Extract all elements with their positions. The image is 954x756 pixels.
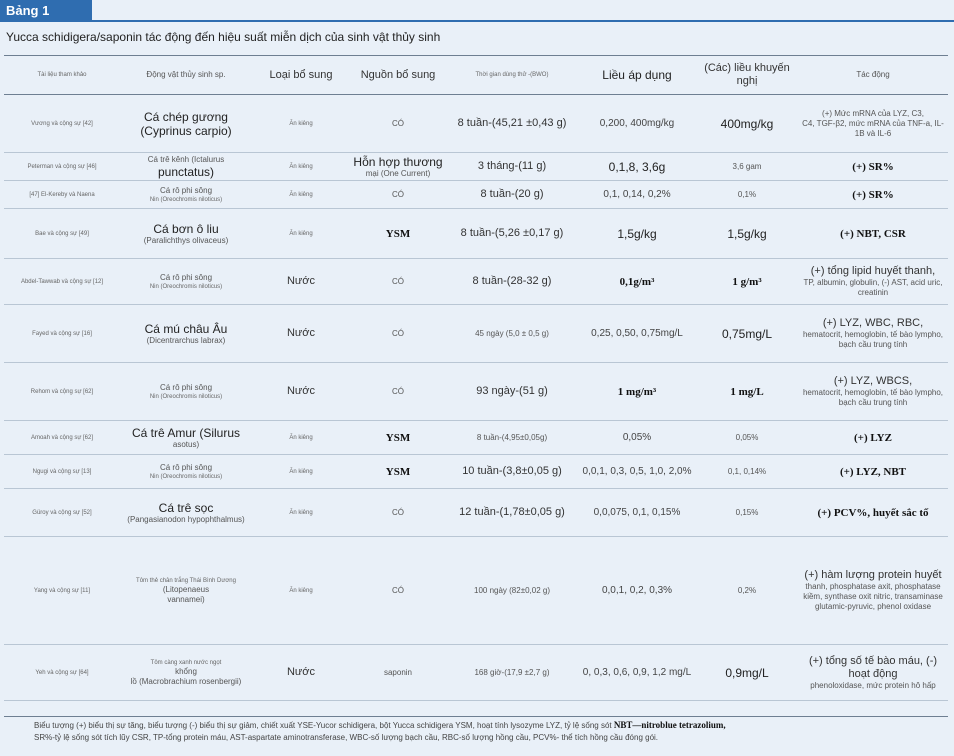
recommended-dose-text: 1,5g/kg [727,226,767,241]
cell-recommended-dose [696,455,798,489]
supplement-source-text: CÓ [392,507,404,517]
species-name: Cá trê Amur (Silurus [131,425,241,440]
species-name: Cá rô phi sông [159,462,213,472]
cell-supplement-type [252,153,350,181]
cell-supplement-type [252,537,350,645]
cell-supplement-type [252,181,350,209]
cell-supplement-type [252,259,350,305]
table-tab: Bảng 1 [0,0,92,22]
cell-species [120,363,252,421]
effect-text-a: (+) tổng số tế bào máu, (-) hoạt động [808,654,938,680]
cell-species [120,305,252,363]
supplement-source-text: CÓ [392,328,404,338]
cell-applied-dose [578,537,696,645]
cell-applied-dose [578,455,696,489]
species-name: Cá chép gương (Cyprinus carpio) [140,109,232,138]
supplement-source-text: CÓ [392,386,404,396]
header-rule [0,20,954,22]
effect-text-b: (+) LYZ, NBT [839,465,907,478]
cell-species [120,209,252,259]
cell-duration [446,181,578,209]
cell-effect [798,363,948,421]
cell-duration [446,455,578,489]
reference-text: Güroy và cộng sự [52] [32,509,92,516]
effect-text-b: thanh, phosphatase axit, phosphatase kiềm, synthase oxit nitric, transaminase glutamic-pyruvic, phenol oxidase [803,582,943,611]
cell-effect [798,209,948,259]
cell-effect [798,455,948,489]
header-trial-duration: Thời gian dùng thử -(BWO) [446,56,578,95]
species-name: Cá bơn ô liu [153,221,219,236]
cell-applied-dose [578,305,696,363]
supplement-source-text: CÓ [392,118,404,128]
table-row [4,181,948,209]
reference-text: Bae và cộng sự [49] [35,230,89,237]
data-table [4,55,948,701]
reference-text: Fayed và cộng sự [16] [32,330,92,337]
recommended-dose-text: 0,2% [737,585,757,595]
footnote-bold: NBT—nitroblue tetrazolium, [613,720,726,730]
table-row [4,455,948,489]
species-name: (Litopenaeus [162,584,210,594]
cell-effect [798,305,948,363]
effect-text-b: (+) NBT, CSR [840,227,906,240]
supplement-source-text: CÓ [392,276,404,286]
cell-effect [798,537,948,645]
supplement-type-text: Nước [286,275,316,287]
cell-reference [4,455,120,489]
cell-duration [446,421,578,455]
cell-supplement-source [350,153,446,181]
cell-supplement-type [252,489,350,537]
species-sub: Nin (Oreochromis niloticus) [149,196,223,203]
supplement-source-text: Hỗn hợp thương [353,154,443,169]
cell-duration [446,209,578,259]
cell-recommended-dose [696,181,798,209]
recommended-dose-text: 1 g/m³ [732,275,762,288]
cell-supplement-source [350,537,446,645]
duration-text: 8 tuần-(28-32 g) [472,275,552,287]
duration-text: 10 tuần-(3,8±0,05 g) [462,465,562,477]
effect-text-b: hematocrit, hemoglobin, tế bào lympho, bạch cầu trung tính [802,330,944,349]
reference-text: Abdel-Tawwab và cộng sự [12] [20,278,104,285]
species-sub: Nin (Oreochromis niloticus) [149,473,223,480]
applied-dose-text: 0,25, 0,50, 0,75mg/L [591,327,683,339]
cell-recommended-dose [696,305,798,363]
cell-reference [4,305,120,363]
cell-duration [446,645,578,701]
cell-reference [4,153,120,181]
header-recommended-dose: (Các) liều khuyến nghị [696,56,798,95]
table-row [4,305,948,363]
cell-effect [798,95,948,153]
cell-supplement-source [350,363,446,421]
effect-text-b: (+) LYZ [854,431,892,444]
cell-recommended-dose [696,153,798,181]
duration-text: 93 ngày-(51 g) [476,385,548,397]
cell-reference [4,489,120,537]
cell-duration [446,363,578,421]
cell-supplement-type [252,455,350,489]
recommended-dose-text: 0,75mg/L [721,326,773,341]
applied-dose-text: 0,0,075, 0,1, 0,15% [593,506,681,518]
duration-text: 3 tháng-(11 g) [477,160,547,172]
duration-text: 45 ngày (5,0 ± 0,5 g) [475,328,549,338]
cell-duration [446,153,578,181]
cell-supplement-type [252,305,350,363]
supplement-type-text: Ăn kiêng [289,468,313,475]
effect-text-a: (+) hàm lượng protein huyết [804,569,942,581]
recommended-dose-text: 0,1% [737,189,757,199]
species-name: Cá rô phi sông [159,272,213,282]
cell-applied-dose [578,421,696,455]
cell-effect [798,489,948,537]
species-sub: (Dicentrarchus labrax) [146,335,226,345]
header-supplement-source: Nguồn bổ sung [350,56,446,95]
cell-duration [446,259,578,305]
cell-species [120,537,252,645]
cell-species [120,489,252,537]
species-sub: (Pangasianodon hypophthalmus) [127,514,245,524]
species-name: Cá rô phi sông [159,382,213,392]
supplement-type-text: Nước [286,385,316,397]
species-name: Cá trê sọc [158,500,214,515]
species-note: Tôm thẻ chân trắng Thái Bình Dương [136,577,236,584]
duration-text: 168 giờ-(17,9 ±2,7 g) [474,667,550,677]
duration-text: 12 tuần-(1,78±0,05 g) [459,506,565,518]
supplement-type-text: Ăn kiêng [289,230,313,237]
cell-reference [4,209,120,259]
cell-reference [4,181,120,209]
header-supplement-type: Loại bổ sung [252,56,350,95]
cell-supplement-source [350,259,446,305]
cell-species [120,421,252,455]
species-sub: Nin (Oreochromis niloticus) [149,393,223,400]
table-caption: Yucca schidigera/saponin tác động đến hiệu suất miễn dịch của sinh vật thủy sinh [6,30,441,44]
species-name: punctatus) [157,164,215,179]
reference-text: Yang và cộng sự [11] [33,587,91,594]
species-name: Cá mú châu Âu [144,321,228,336]
species-sub: Nin (Oreochromis niloticus) [149,283,223,290]
applied-dose-text: 0,200, 400mg/kg [599,117,675,129]
cell-duration [446,489,578,537]
cell-reference [4,537,120,645]
cell-recommended-dose [696,259,798,305]
applied-dose-text: 0,1,8, 3,6g [608,159,666,174]
footnote-text-2: SR%-tỷ lệ sống sót tích lũy CSR, TP-tổng protein máu, AST-aspartate aminotransferase, WBC-số lượng bạch cầu, RBC-số lượng hồng cầu, PCV%- thể tích hồng cầu đóng gói. [34,733,659,742]
applied-dose-text: 0,0,1, 0,3, 0,5, 1,0, 2,0% [582,465,692,477]
cell-reference [4,363,120,421]
header-applied-dose: Liều áp dụng [578,56,696,95]
supplement-type-text: Ăn kiêng [289,163,313,170]
effect-text-b: C4, TGF-β2, mức mRNA của TNF-a, IL-1B và IL-6 [802,118,944,138]
table-row [4,363,948,421]
cell-reference [4,421,120,455]
cell-recommended-dose [696,645,798,701]
effect-text-a: (+) tổng lipid huyết thanh, [810,265,936,277]
cell-applied-dose [578,259,696,305]
effect-text-b: hematocrit, hemoglobin, tế bào lympho, bạch cầu trung tính [802,388,944,407]
species-sub: vannamei) [167,594,205,604]
cell-effect [798,153,948,181]
supplement-type-text: Nước [286,327,316,339]
duration-text: 8 tuần-(20 g) [480,188,544,200]
cell-effect [798,421,948,455]
cell-supplement-type [252,645,350,701]
supplement-source-text: CÓ [392,585,404,595]
cell-supplement-type [252,95,350,153]
cell-recommended-dose [696,95,798,153]
duration-text: 8 tuần-(5,26 ±0,17 g) [460,227,564,239]
cell-supplement-source [350,645,446,701]
table-row [4,645,948,701]
recommended-dose-text: 400mg/kg [720,116,774,131]
cell-reference [4,645,120,701]
species-note: Tôm càng xanh nước ngọt [150,659,222,666]
cell-recommended-dose [696,489,798,537]
header-effect: Tác động [798,56,948,95]
effect-text-a: (+) Mức mRNA của LYZ, C3, [822,108,924,118]
recommended-dose-text: 3,6 gam [732,161,762,171]
reference-text: Vương và cộng sự [42] [31,120,93,127]
cell-applied-dose [578,363,696,421]
cell-supplement-source [350,421,446,455]
effect-text-b: TP, albumin, globulin, (-) AST, acid uric, creatinin [803,278,943,297]
header-reference: Tài liệu tham khảo [4,56,120,95]
table-row [4,537,948,645]
supplement-type-text: Nước [286,666,316,678]
effect-text-a: (+) LYZ, WBC, RBC, [822,317,924,329]
table-footnote [4,716,948,744]
table-row [4,95,948,153]
cell-supplement-source [350,181,446,209]
cell-supplement-source [350,95,446,153]
cell-applied-dose [578,645,696,701]
cell-applied-dose [578,209,696,259]
cell-species [120,181,252,209]
duration-text: 8 tuần-(4,95±0,05g) [476,432,548,442]
applied-dose-text: 1 mg/m³ [617,385,657,398]
species-sub: lồ (Macrobrachium rosenbergii) [130,676,242,686]
recommended-dose-text: 0,1, 0,14% [727,466,767,476]
cell-reference [4,259,120,305]
table-row [4,153,948,181]
cell-supplement-type [252,209,350,259]
supplement-source-text: YSM [385,431,411,444]
footnote-text: Biểu tượng (+) biểu thị sự tăng, biểu tượng (-) biểu thị sự giảm, chiết xuất YSE-Yucor schidigera, bột Yucca schidigera YSM, hoạt tính lysozyme LYZ, tỷ lệ sống sót [34,721,612,730]
supplement-type-text: Ăn kiêng [289,191,313,198]
cell-recommended-dose [696,421,798,455]
effect-text-b: phenoloxidase, mức protein hô hấp [810,680,936,690]
table-row [4,209,948,259]
table-header-row [4,56,948,95]
cell-effect [798,259,948,305]
cell-reference [4,95,120,153]
applied-dose-text: 0,05% [622,431,652,443]
species-name: Cá rô phi sông [159,185,213,195]
cell-duration [446,305,578,363]
cell-effect [798,181,948,209]
cell-supplement-source [350,489,446,537]
recommended-dose-text: 1 mg/L [730,385,764,398]
cell-species [120,455,252,489]
supplement-source-text: YSM [385,227,411,240]
cell-applied-dose [578,153,696,181]
effect-text-b: (+) SR% [852,188,894,201]
cell-supplement-source [350,305,446,363]
cell-effect [798,645,948,701]
reference-text: Peterman và cộng sự [46] [27,163,97,170]
supplement-source-text: saponin [383,667,413,677]
cell-applied-dose [578,95,696,153]
supplement-type-text: Ăn kiêng [289,509,313,516]
recommended-dose-text: 0,15% [735,507,759,517]
cell-recommended-dose [696,209,798,259]
cell-species [120,153,252,181]
reference-text: Ngugi và cộng sự [13] [32,468,92,475]
supplement-type-text: Ăn kiêng [289,434,313,441]
cell-supplement-source [350,455,446,489]
reference-text: [47] El-Kereby và Naena [29,191,95,198]
recommended-dose-text: 0,9mg/L [725,665,769,680]
cell-species [120,645,252,701]
supplement-source-text: YSM [385,465,411,478]
cell-recommended-dose [696,537,798,645]
applied-dose-text: 0, 0,3, 0,6, 0,9, 1,2 mg/L [582,666,692,678]
effect-text-b: (+) SR% [852,160,894,173]
table-row [4,259,948,305]
recommended-dose-text: 0,05% [735,432,759,442]
cell-supplement-type [252,363,350,421]
species-sub: (Paralichthys olivaceus) [143,235,229,245]
header-species: Động vật thủy sinh sp. [120,56,252,95]
supplement-type-text: Ăn kiêng [289,120,313,127]
species-sub: Cá trê kênh (Ictalurus [147,154,225,164]
applied-dose-text: 1,5g/kg [617,226,657,241]
reference-text: Amoah và cộng sự [62] [30,434,94,441]
duration-text: 8 tuần-(45,21 ±0,43 g) [457,117,567,129]
applied-dose-text: 0,1, 0,14, 0,2% [603,188,671,200]
effect-text-a: (+) LYZ, WBCS, [833,375,913,387]
supplement-source-sub: mại (One Current) [365,168,431,178]
cell-recommended-dose [696,363,798,421]
cell-species [120,259,252,305]
cell-duration [446,537,578,645]
reference-text: Yeh và cộng sự [64] [35,669,89,676]
table-row [4,489,948,537]
applied-dose-text: 0,0,1, 0,2, 0,3% [601,584,673,596]
cell-applied-dose [578,489,696,537]
cell-species [120,95,252,153]
supplement-type-text: Ăn kiêng [289,587,313,594]
cell-duration [446,95,578,153]
cell-supplement-type [252,421,350,455]
table-row [4,421,948,455]
cell-applied-dose [578,181,696,209]
species-sub: asotus) [172,439,200,449]
cell-supplement-source [350,209,446,259]
applied-dose-text: 0,1g/m³ [619,275,655,288]
reference-text: Rehom và cộng sự [62] [30,388,94,395]
supplement-source-text: CÓ [392,189,404,199]
duration-text: 100 ngày (82±0,02 g) [474,585,550,595]
effect-text-b: (+) PCV%, huyết sắc tố [817,506,929,519]
species-name: khổng [175,666,197,676]
